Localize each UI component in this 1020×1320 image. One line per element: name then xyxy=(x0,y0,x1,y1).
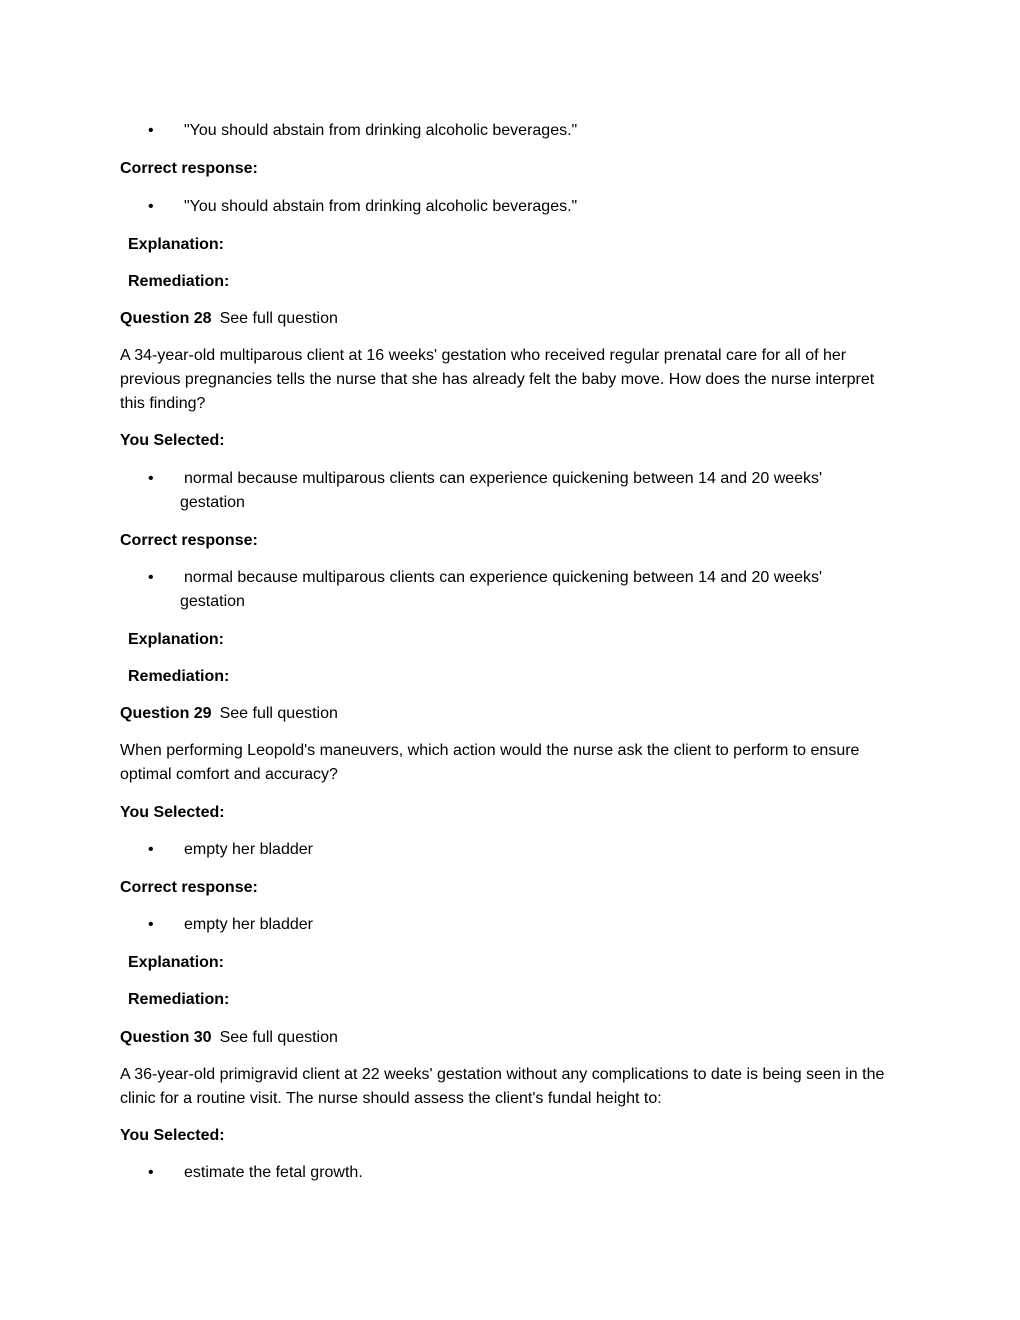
bullet-marker: • xyxy=(148,198,154,215)
bullet-marker: • xyxy=(148,122,154,139)
q27-correct-answer: "You should abstain from drinking alcoholic beverages." xyxy=(184,198,578,215)
q29-see-full-question-link[interactable]: See full question xyxy=(219,705,338,722)
q29-heading xyxy=(120,702,900,726)
q30-see-full-question-link[interactable]: See full question xyxy=(219,1029,338,1046)
q28-correct-answer: normal because multiparous clients can experience quickening between 14 and 20 weeks' gestation xyxy=(180,569,823,610)
bullet-marker: • xyxy=(148,841,154,858)
explanation-label: Explanation: xyxy=(128,236,225,253)
explanation-label: Explanation: xyxy=(128,954,225,971)
q29-selected-answer: empty her bladder xyxy=(184,841,313,858)
q30-title: Question 30 xyxy=(120,1029,212,1046)
remediation-label: Remediation: xyxy=(128,668,230,685)
q28-heading xyxy=(120,307,900,331)
q30-question-text: A 36-year-old primigravid client at 22 weeks' gestation without any complications to date is being seen in the clinic for a routine visit. The nurse should assess the client's fundal height to: xyxy=(120,1066,885,1107)
q28-question-text: A 34-year-old multiparous client at 16 weeks' gestation who received regular prenatal care for all of her previous pregnancies tells the nurse that she has already felt the baby move. How does the nurse interpret this finding? xyxy=(120,347,875,412)
you-selected-label: You Selected: xyxy=(120,804,225,821)
bullet-marker: • xyxy=(148,916,154,933)
q28-selected-answer: normal because multiparous clients can experience quickening between 14 and 20 weeks' gestation xyxy=(180,470,823,511)
remediation-label: Remediation: xyxy=(128,991,230,1008)
bullet-marker: • xyxy=(148,569,154,586)
correct-response-label: Correct response: xyxy=(120,879,258,896)
q28-title: Question 28 xyxy=(120,310,212,327)
bullet-marker: • xyxy=(148,470,154,487)
q30-heading xyxy=(120,1026,900,1050)
q30-selected-answer: estimate the fetal growth. xyxy=(184,1164,363,1181)
you-selected-label: You Selected: xyxy=(120,1127,225,1144)
correct-response-label: Correct response: xyxy=(120,532,258,549)
q28-see-full-question-link[interactable]: See full question xyxy=(219,310,338,327)
remediation-label: Remediation: xyxy=(128,273,230,290)
q27-selected-answer: "You should abstain from drinking alcoholic beverages." xyxy=(184,122,578,139)
correct-response-label: Correct response: xyxy=(120,160,258,177)
q29-correct-answer: empty her bladder xyxy=(184,916,313,933)
explanation-label: Explanation: xyxy=(128,631,225,648)
bullet-marker: • xyxy=(148,1164,154,1181)
you-selected-label: You Selected: xyxy=(120,432,225,449)
q29-title: Question 29 xyxy=(120,705,212,722)
q29-question-text: When performing Leopold's maneuvers, which action would the nurse ask the client to perform to ensure optimal comfort and accuracy? xyxy=(120,742,860,783)
